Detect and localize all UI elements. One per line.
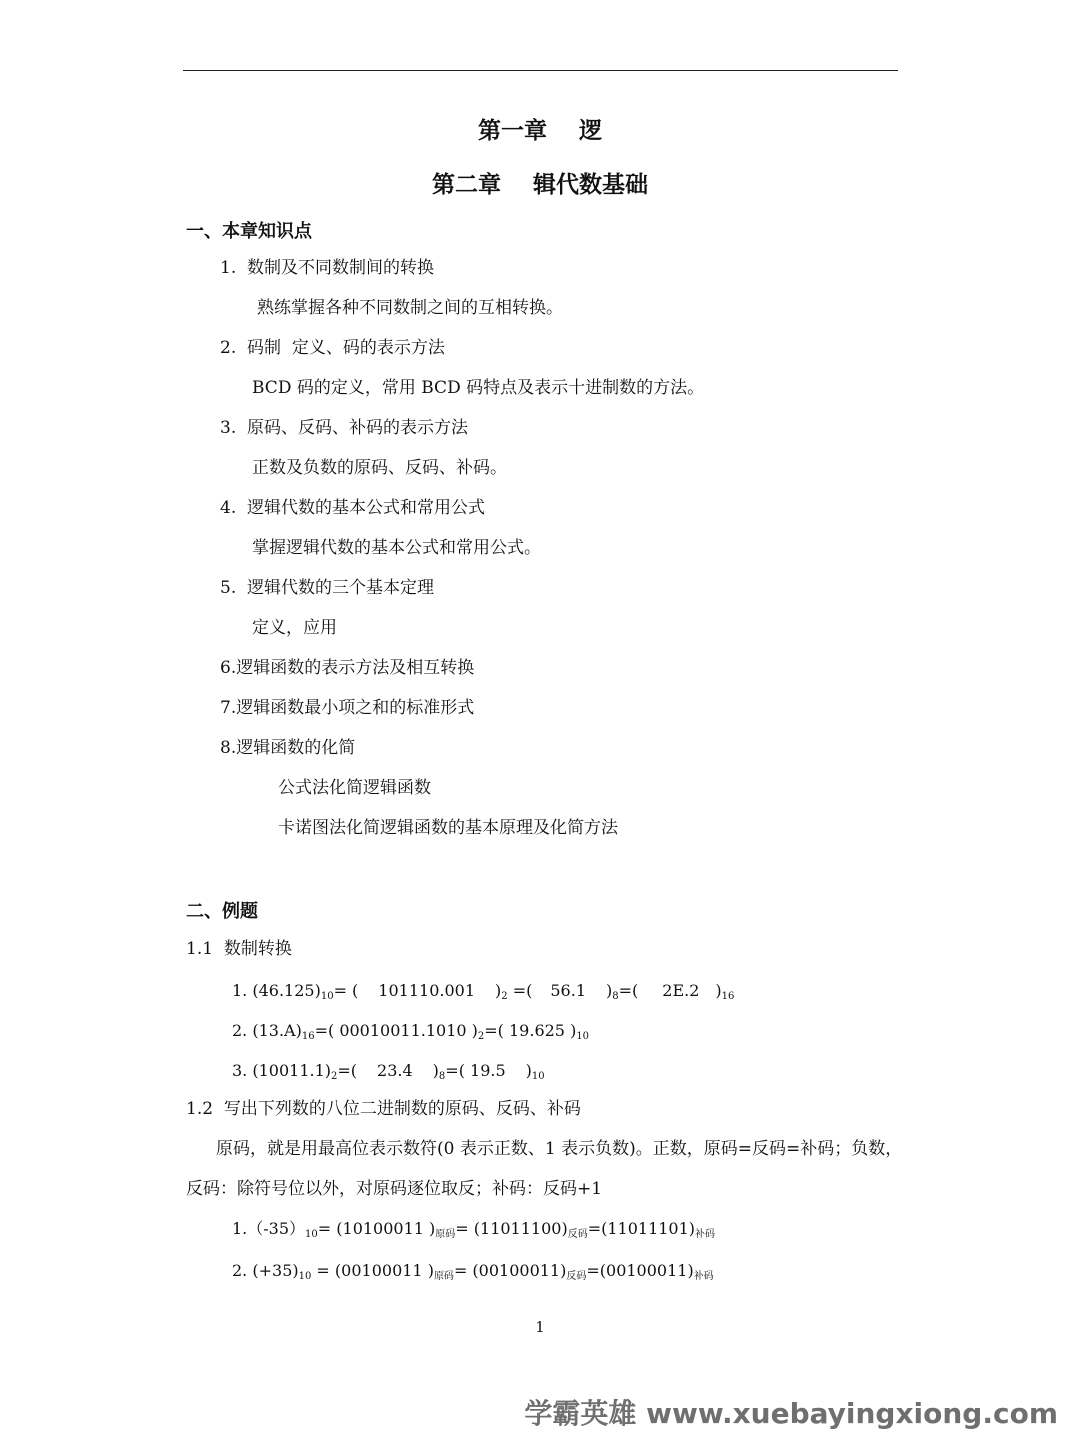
list-item: 2. 码制 定义、码的表示方法: [220, 338, 445, 358]
list-item: 6.逻辑函数的表示方法及相互转换: [220, 658, 475, 678]
chapter-2-title: 第二章 辑代数基础: [431, 172, 649, 198]
list-item-desc: 熟练掌握各种不同数制之间的互相转换。: [257, 298, 563, 318]
paragraph: 原码，就是用最高位表示数符(0 表示正数、1 表示负数)。正数，原码=反码=补码；负数，: [216, 1139, 903, 1159]
section-1-heading: 一、本章知识点: [186, 221, 312, 242]
list-item: 8.逻辑函数的化简: [220, 738, 356, 758]
conversion-line-3: 3. $(10011.1)_2=$( 23.4 )$_8=$( 19.5 )$_{10}$: [232, 1061, 545, 1082]
header-rule: [183, 70, 898, 71]
list-item-desc: BCD 码的定义，常用 BCD 码特点及表示十进制数的方法。: [252, 378, 705, 398]
list-item: 1. 数制及不同数制间的转换: [220, 258, 435, 278]
watermark: 学霸英雄 www.xuebayingxiong.com: [524, 1397, 1058, 1430]
list-item: 3. 原码、反码、补码的表示方法: [220, 418, 469, 438]
list-item-desc: 定义，应用: [252, 618, 337, 638]
list-item-desc: 正数及负数的原码、反码、补码。: [252, 458, 507, 478]
list-item: 4. 逻辑代数的基本公式和常用公式: [220, 498, 486, 518]
paragraph: 反码：除符号位以外，对原码逐位取反；补码：反码+1: [186, 1179, 603, 1199]
list-item: 5. 逻辑代数的三个基本定理: [220, 578, 435, 598]
conversion-line-1: 1. $(46.125)_{10}=$ ( 101110.001 )$_2$ =( 56.1 )$_8=$( 2E.2 )$_{16}$: [232, 981, 735, 1002]
list-item-sub: 卡诺图法化简逻辑函数的基本原理及化简方法: [278, 818, 618, 838]
example-1-title: 1.1 数制转换: [186, 939, 292, 959]
conversion-line-2: 2. $(13.A)_{16}=$( 00010011.1010 )$_2=$( 19.625 )$_{10}$: [232, 1021, 590, 1042]
code-line-2: 2. $(+35)_{10} = (00100011$ )$_{原码}= (00100011)_{反码}=(00100011)_{补码}$: [232, 1261, 714, 1282]
example-2-title: 1.2 写出下列数的八位二进制数的原码、反码、补码: [186, 1099, 581, 1119]
chapter-1-title: 第一章 逻: [477, 118, 603, 144]
list-item-sub: 公式法化简逻辑函数: [278, 778, 431, 798]
code-line-1: $1.(-35)_{10}= (10100011$ )$_{原码}= (11011100)_{反码}=(11011101)_{补码}$: [232, 1219, 716, 1240]
page-number: 1: [535, 1318, 545, 1336]
list-item: 7.逻辑函数最小项之和的标准形式: [220, 698, 475, 718]
list-item-desc: 掌握逻辑代数的基本公式和常用公式。: [252, 538, 541, 558]
section-2-heading: 二、例题: [186, 901, 258, 922]
